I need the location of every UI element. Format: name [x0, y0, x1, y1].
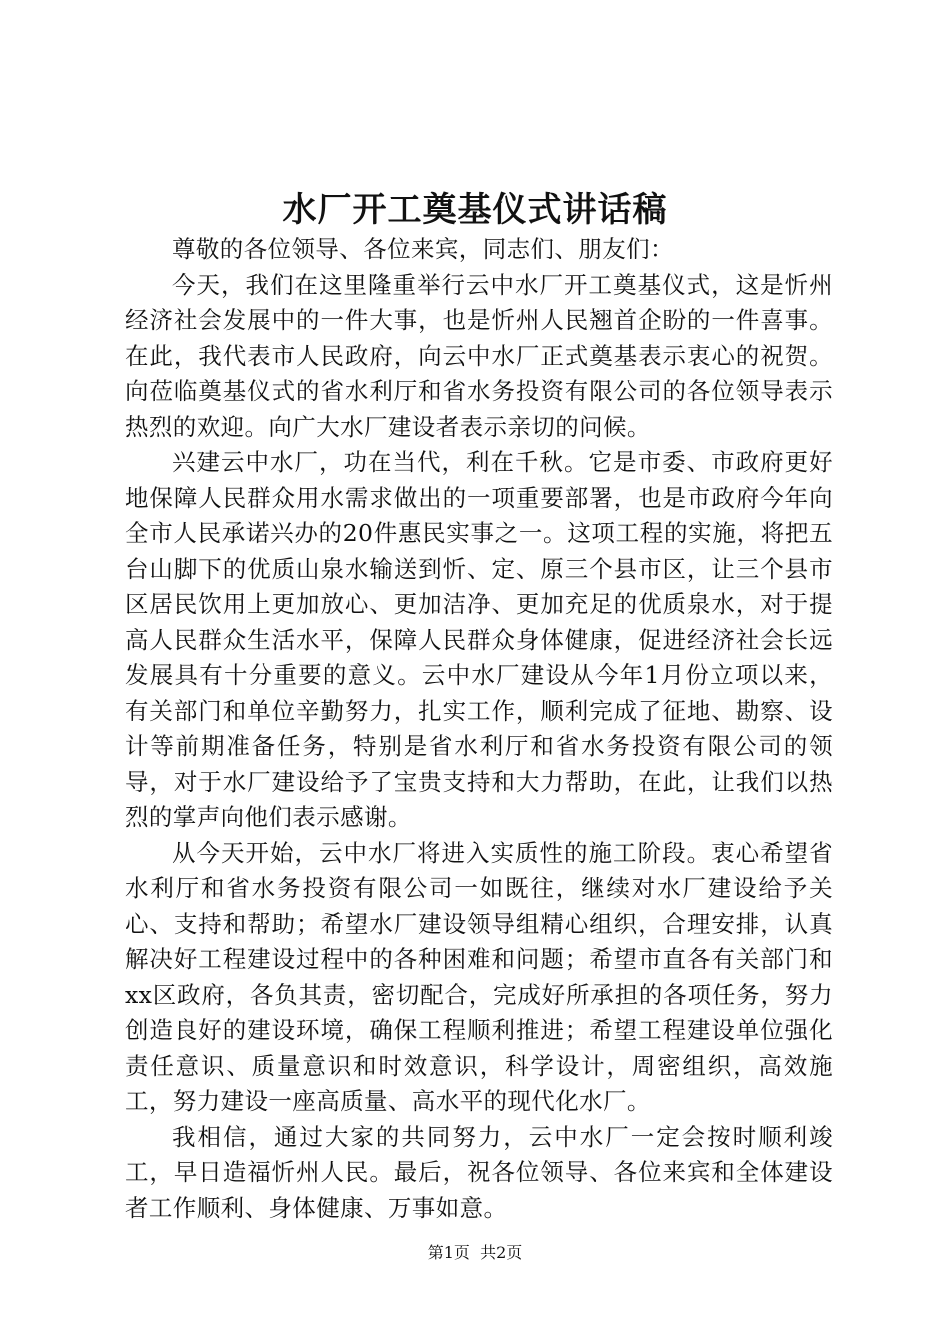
body-paragraph: 今天，我们在这里隆重举行云中水厂开工奠基仪式，这是忻州经济社会发展中的一件大事，也是忻州人民翘首企盼的一件喜事。在此，我代表市人民政府，向云中水厂正式奠基表示衷心的祝贺。向莅临奠基仪式的省水利厅和省水务投资有限公司的各位领导表示热烈的欢迎。向广大水厂建设者表示亲切的问候。 [125, 270, 833, 441]
document-body [125, 232, 833, 1226]
body-paragraph: 我相信，通过大家的共同努力，云中水厂一定会按时顺利竣工，早日造福忻州人民。最后，祝各位领导、各位来宾和全体建设者工作顺利、身体健康、万事如意。 [125, 1122, 833, 1222]
page-number: 第1页 [427, 1243, 470, 1262]
salutation-paragraph: 尊敬的各位领导、各位来宾，同志们、朋友们： [172, 235, 674, 263]
body-paragraph: 从今天开始，云中水厂将进入实质性的施工阶段。衷心希望省水利厅和省水务投资有限公司一如既往，继续对水厂建设给予关心、支持和帮助；希望水厂建设领导组精心组织，合理安排，认真解决好工程建设过程中的各种困难和问题；希望市直各有关部门和xx区政府，各负其责，密切配合，完成好所承担的各项任务，努力创造良好的建设环境，确保工程顺利推进；希望工程建设单位强化责任意识、质量意识和时效意识，科学设计，周密组织，高效施工，努力建设一座高质量、高水平的现代化水厂。 [125, 838, 833, 1115]
page-total: 共2页 [480, 1243, 523, 1262]
page-footer [0, 1242, 950, 1264]
body-paragraph: 兴建云中水厂，功在当代，利在千秋。它是市委、市政府更好地保障人民群众用水需求做出的一项重要部署，也是市政府今年向全市人民承诺兴办的20件惠民实事之一。这项工程的实施，将把五台山脚下的优质山泉水输送到忻、定、原三个县市区，让三个县市区居民饮用上更加放心、更加洁净、更加充足的优质泉水，对于提高人民群众生活水平，保障人民群众身体健康，促进经济社会长远发展具有十分重要的意义。云中水厂建设从今年1月份立项以来，有关部门和单位辛勤努力，扎实工作，顺利完成了征地、勘察、设计等前期准备任务，特别是省水利厅和省水务投资有限公司的领导，对于水厂建设给予了宝贵支持和大力帮助，在此，让我们以热烈的掌声向他们表示感谢。 [125, 448, 833, 831]
document-title: 水厂开工奠基仪式讲话稿 [282, 190, 668, 230]
